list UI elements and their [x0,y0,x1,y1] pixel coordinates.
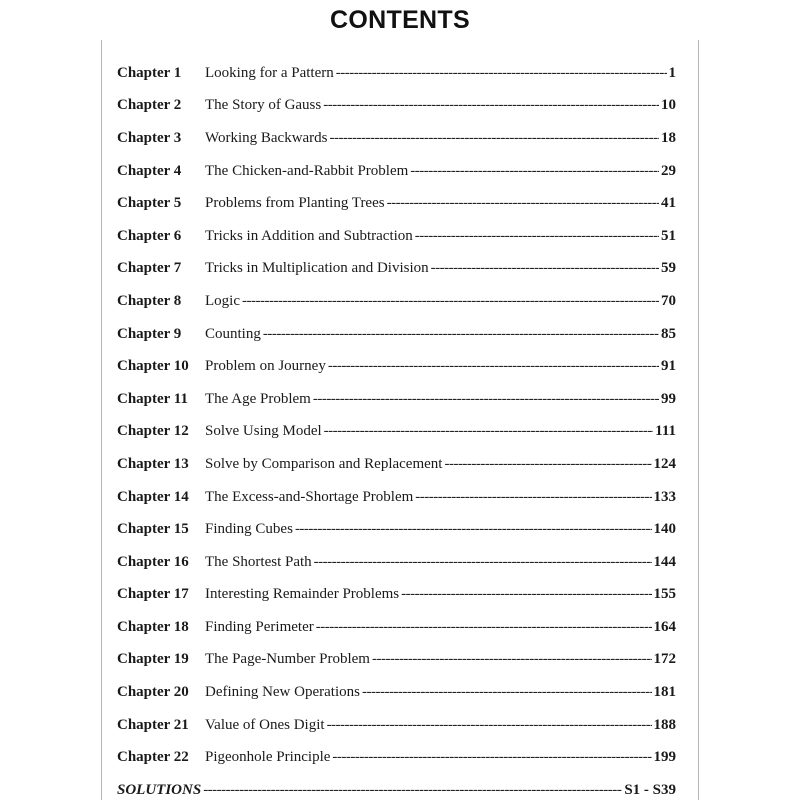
chapter-number: Chapter 19 [117,651,189,668]
dash-leader [314,554,652,571]
dash-leader [316,619,652,636]
chapter-number: Chapter 6 [117,227,182,244]
toc-entry-solutions[interactable] [117,774,676,807]
chapter-number: Chapter 9 [117,325,182,342]
toc-entry[interactable] [117,676,676,709]
chapter-number: Chapter 20 [117,684,189,701]
dash-leader [323,97,659,114]
chapter-title: The Age Problem [205,390,311,407]
page-number: 85 [661,325,676,342]
chapter-number: Chapter 1 [117,64,182,81]
chapter-title: The Chicken-and-Rabbit Problem [205,162,409,179]
chapter-number: Chapter 18 [117,618,189,635]
chapter-number: Chapter 22 [117,749,189,766]
chapter-number: Chapter 12 [117,423,189,440]
toc-entry[interactable] [117,513,676,546]
chapter-number: Chapter 4 [117,162,182,179]
page-number: 51 [661,227,676,244]
page-number: 111 [655,423,676,440]
toc-entry[interactable] [117,481,676,514]
dash-leader [313,391,659,408]
chapter-title: The Excess-and-Shortage Problem [205,488,414,505]
page-border-right [698,40,699,800]
dash-leader [327,717,652,734]
toc-entry[interactable] [117,741,676,774]
chapter-number: Chapter 8 [117,292,182,309]
dash-leader [336,65,667,82]
chapter-title: Tricks in Multiplication and Division [205,260,429,277]
page-number: 199 [653,749,676,766]
toc-entry[interactable] [117,285,676,318]
page-number: 181 [653,684,676,701]
dash-leader [387,195,659,212]
dash-leader [324,423,653,440]
page-number: 140 [653,521,676,538]
chapter-number: Chapter 3 [117,129,182,146]
chapter-title: Problem on Journey [205,358,326,375]
chapter-number: Chapter 21 [117,716,189,733]
toc-entry[interactable] [117,220,676,253]
page-number: 188 [653,716,676,733]
dash-leader [444,456,651,473]
toc-entry[interactable] [117,579,676,612]
chapter-title: Finding Cubes [205,521,293,538]
toc-entry[interactable] [117,383,676,416]
chapter-number: Chapter 13 [117,455,189,472]
toc-entry[interactable] [117,122,676,155]
page-number: 124 [653,455,676,472]
chapter-number: Chapter 14 [117,488,189,505]
chapter-title: The Shortest Path [205,553,312,570]
chapter-number: Chapter 11 [117,390,188,407]
page-number: 59 [661,260,676,277]
dash-leader [242,293,659,310]
dash-leader [263,326,659,343]
table-of-contents [117,57,676,807]
chapter-title: Tricks in Addition and Subtraction [205,227,413,244]
page-title: CONTENTS [330,6,470,34]
page-number: 172 [653,651,676,668]
dash-leader [410,163,659,180]
dash-leader [203,782,622,799]
toc-entry[interactable] [117,253,676,286]
dash-leader [362,684,652,701]
chapter-number: Chapter 7 [117,260,182,277]
dash-leader [295,521,652,538]
solutions-label: SOLUTIONS [117,781,202,798]
page-number: 70 [661,292,676,309]
chapter-title: Interesting Remainder Problems [205,586,400,603]
chapter-number: Chapter 5 [117,195,182,212]
toc-entry[interactable] [117,57,676,90]
dash-leader [415,228,659,245]
dash-leader [372,651,652,668]
chapter-title: Finding Perimeter [205,618,314,635]
chapter-number: Chapter 17 [117,586,189,603]
page-number: 91 [661,358,676,375]
dash-leader [328,358,659,375]
chapter-number: Chapter 2 [117,97,182,114]
toc-entry[interactable] [117,644,676,677]
toc-entry[interactable] [117,448,676,481]
dash-leader [401,586,651,603]
dash-leader [415,489,651,506]
dash-leader [332,749,651,766]
page-number: 155 [653,586,676,603]
toc-entry[interactable] [117,611,676,644]
chapter-number: Chapter 16 [117,553,189,570]
chapter-title: The Page-Number Problem [205,651,370,668]
chapter-title: Working Backwards [205,129,328,146]
chapter-title: The Story of Gauss [205,97,322,114]
chapter-title: Problems from Planting Trees [205,195,385,212]
chapter-number: Chapter 15 [117,521,189,538]
page-number: 18 [661,129,676,146]
chapter-title: Defining New Operations [205,684,360,701]
toc-entry[interactable] [117,90,676,123]
toc-entry[interactable] [117,350,676,383]
toc-entry[interactable] [117,546,676,579]
toc-entry[interactable] [117,709,676,742]
chapter-title: Looking for a Pattern [205,64,334,81]
page-number: 144 [653,553,676,570]
toc-entry[interactable] [117,416,676,449]
chapter-title: Logic [205,292,240,309]
page-number: 99 [661,390,676,407]
chapter-title: Pigeonhole Principle [205,749,331,766]
page-number: 29 [661,162,676,179]
solutions-page-range: S1 - S39 [624,781,676,798]
page-number: 41 [661,195,676,212]
dash-leader [431,260,659,277]
chapter-title: Value of Ones Digit [205,716,325,733]
page-number: 1 [668,64,676,81]
dash-leader [330,130,659,147]
chapter-title: Solve Using Model [205,423,322,440]
chapter-title: Counting [205,325,261,342]
toc-entry[interactable] [117,318,676,351]
chapter-title: Solve by Comparison and Replacement [205,455,443,472]
page-number: 133 [653,488,676,505]
toc-entry[interactable] [117,187,676,220]
chapter-number: Chapter 10 [117,358,189,375]
page-number: 164 [653,618,676,635]
toc-entry[interactable] [117,155,676,188]
page-number: 10 [661,97,676,114]
page-border-left [101,40,102,800]
